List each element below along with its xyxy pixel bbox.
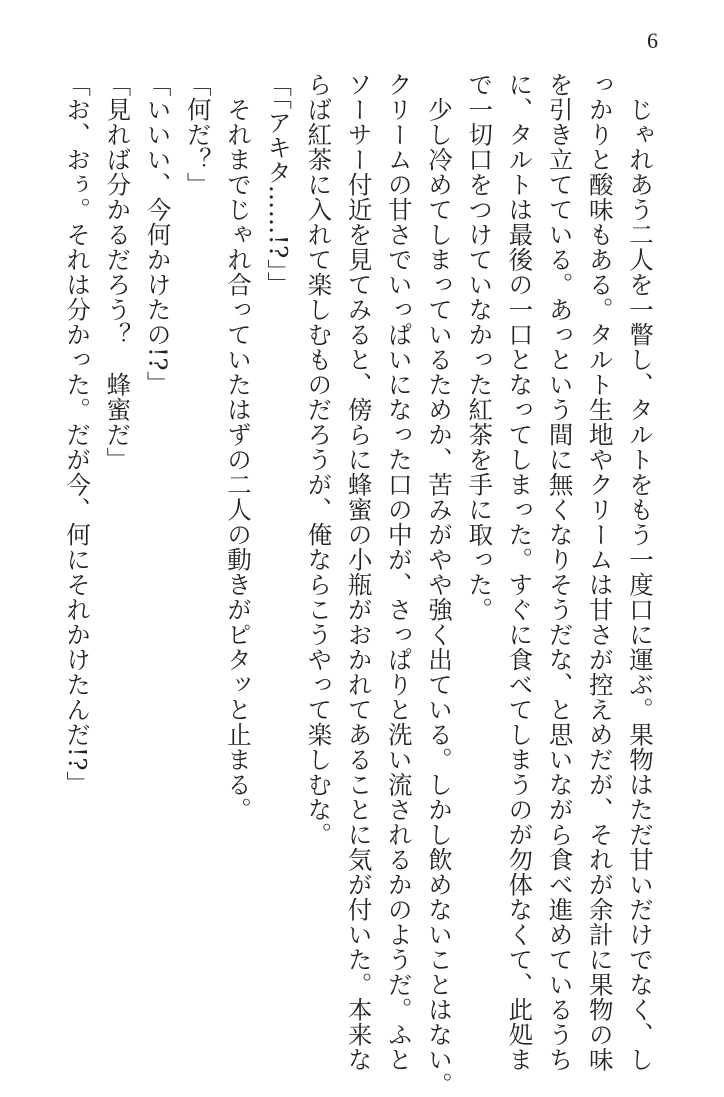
text-line: それまでじゃれ合っていたはずの二人の動きがピタッと止まる。 [223, 72, 253, 822]
page-number: 6 [647, 28, 658, 53]
dialogue-line: 「お、おぅ。それは分かった。だが今、何にそれかけたんだ!?」 [63, 72, 93, 796]
dialogue-line: 「いいい、今何かけたの!?」 [143, 72, 173, 396]
text-line: に、タルトは最後の一口となってしまった。すぐに食べてしまうのが勿体なくて、此処ま [505, 72, 535, 1072]
text-line: じゃれあう二人を一瞥し、タルトをもう一度口に運ぶ。果物はただ甘いだけでなく、し [626, 72, 655, 1072]
dialogue-line: 「「アキタ……!?」」 [264, 72, 294, 297]
novel-text-body [57, 72, 660, 1097]
text-line: っかりと酸味もある。タルト生地やクリームは甘さが控えめだが、それが余計に果物の味 [585, 72, 615, 1072]
text-line: ソーサー付近を見てみると、傍らに蜂蜜の小瓶がおかれてあることに気が付いた。本来な [344, 72, 374, 1072]
text-line: を引き立てている。あっという間に無くなりそうだな、と思いながら食べ進めているうち [545, 72, 575, 1072]
dialogue-line: 「何だ？」 [183, 72, 213, 197]
text-line: クリームの甘さでいっぱいになった口の中が、さっぱりと洗い流されるかのようだ。ふと [384, 72, 414, 1072]
text-line: らば紅茶に入れて楽しむものだろうが、俺ならこうやって楽しむな。 [304, 72, 334, 847]
text-line: で一切口をつけていなかった紅茶を手に取った。 [465, 72, 495, 622]
text-line: 少し冷めてしまっているためか、苦みがやや強く出ている。しかし飲めないことはない。 [424, 72, 454, 1097]
dialogue-line: 「見れば分かるだろう？ 蜂蜜だ」 [103, 72, 133, 472]
